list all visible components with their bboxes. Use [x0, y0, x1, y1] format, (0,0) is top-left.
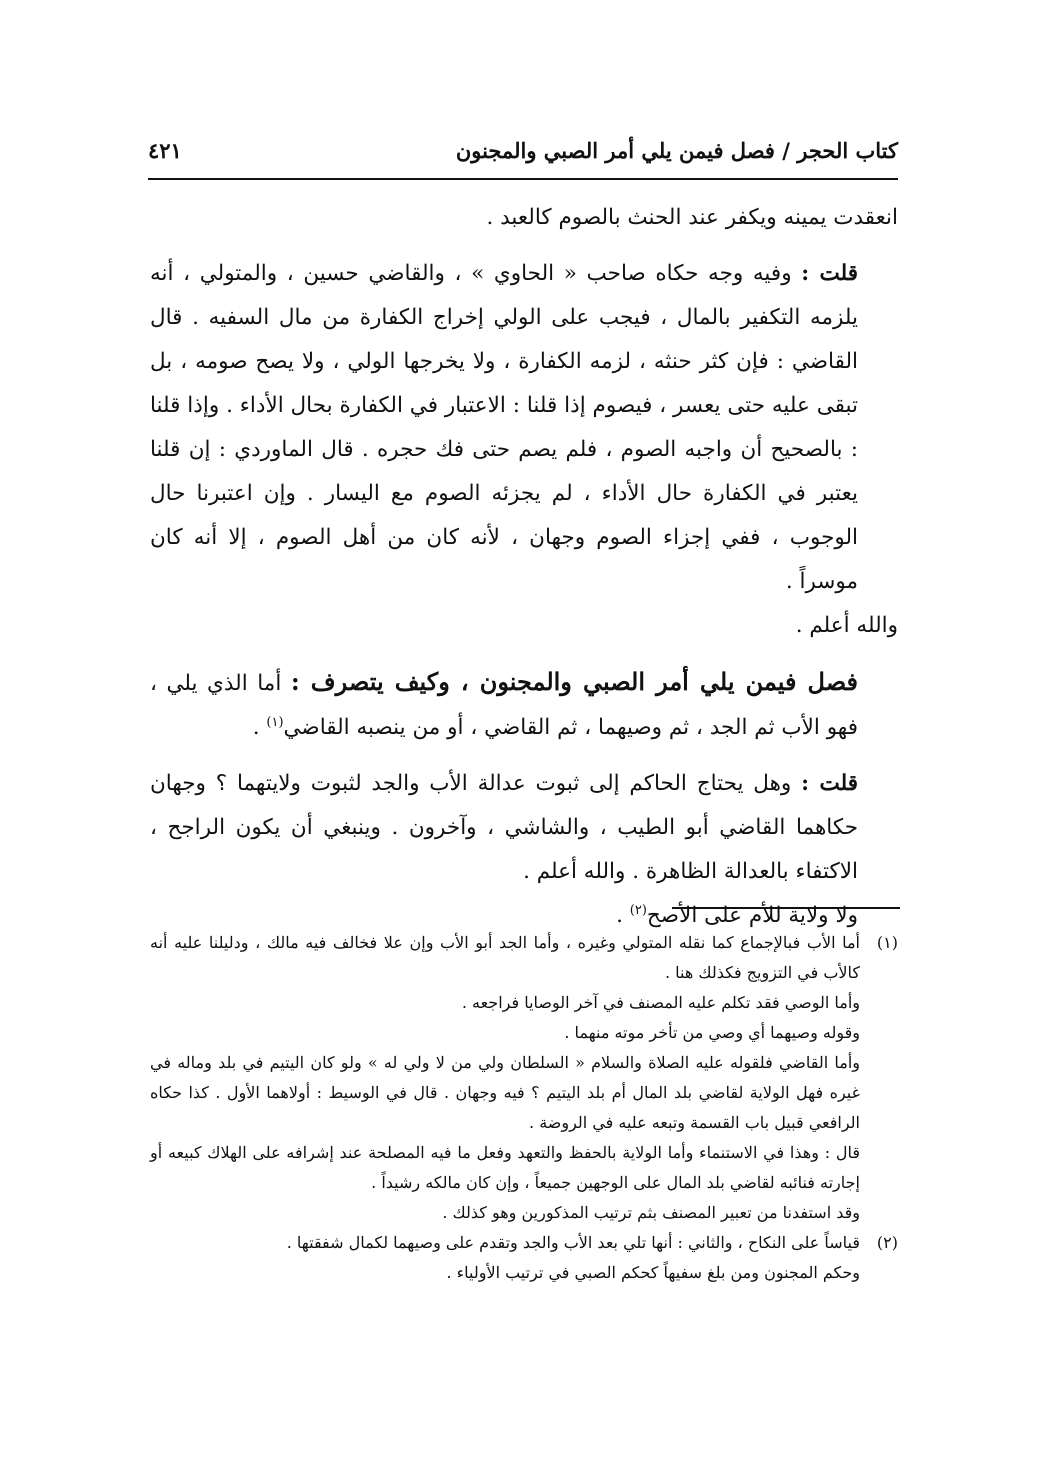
- paragraph-2-end: [150, 604, 898, 648]
- footnote-1-line: وأما القاضي فلقوله عليه الصلاة والسلام « السلطان ولي من لا ولي له » ولو كان اليتيم في بلد وماله في غيره فهل الولاية لقاضي بلد المال أم بلد اليتيم ؟ فيه وجهان . قال في الوسيط : أولاهما الأول . كذا حكاه الرافعي قبيل باب القسمة وتبعه عليه في الروضة .: [150, 1053, 860, 1132]
- qultu-label: قلت :: [801, 261, 858, 286]
- footnote-2: [150, 1228, 898, 1288]
- section-tail: .: [252, 715, 267, 740]
- footnote-ref-2[interactable]: (٢): [629, 902, 647, 918]
- main-text: [150, 196, 898, 938]
- footnote-1-number: (١): [876, 933, 898, 952]
- footnote-1-line: وقوله وصيهما أي وصي من تأخر موته منهما .: [564, 1023, 860, 1042]
- running-header: [148, 132, 898, 180]
- footnote-2-line: قياساً على النكاح ، والثاني : أنها تلي بعد الأب والجد وتقدم على وصيهما لكمال شفقتها .: [286, 1233, 860, 1252]
- paragraph-3-text: وهل يحتاج الحاكم إلى ثبوت عدالة الأب والجد لثبوت ولايتهما ؟ وجهان حكاهما القاضي أبو الطيب ، والشاشي ، وآخرون . وينبغي أن يكون الراجح ، الاكتفاء بالعدالة الظاهرة . والله أعلم .: [150, 771, 858, 884]
- footnote-2-number: (٢): [876, 1233, 898, 1252]
- footnote-2-line: وحكم المجنون ومن بلغ سفيهاً كحكم الصبي في ترتيب الأولياء .: [446, 1263, 860, 1282]
- footnote-1-line: وقد استفدنا من تعبير المصنف بثم ترتيب المذكورين وهو كذلك .: [442, 1203, 860, 1222]
- footnote-1-line: قال : وهذا في الاستنماء وأما الولاية بالحفظ والتعهد وفعل ما فيه المصلحة عند إشرافه على الهلاك كبيعه أو إجارته فنائبه لقاضي بلد المال على الوجهين جميعاً ، وإن كان مالكه رشيداً .: [150, 1143, 860, 1192]
- footnote-1-line: أما الأب فبالإجماع كما نقله المتولي وغيره ، وأما الجد أبو الأب وإن علا فخالف فيه مالك ، ودليلنا عليه أنه كالأب في التزويج فكذلك هنا .: [150, 933, 860, 982]
- section-heading: فصل فيمن يلي أمر الصبي والمجنون ، وكيف يتصرف :: [290, 667, 858, 696]
- footnote-1-line: وأما الوصي فقد تكلم عليه المصنف في آخر الوصايا فراجعه .: [461, 993, 860, 1012]
- paragraph-1: [150, 196, 898, 240]
- qultu-label-2: قلت :: [801, 771, 858, 796]
- footnote-separator: [672, 907, 900, 909]
- footnote-ref-1[interactable]: (١): [266, 714, 284, 730]
- section-paragraph: [150, 660, 898, 750]
- section-text: أما الذي يلي ، فهو الأب ثم الجد ، ثم وصيهما ، ثم القاضي ، أو من ينصبه القاضي: [150, 671, 858, 740]
- paragraph-2-text: وفيه وجه حكاه صاحب « الحاوي » ، والقاضي حسين ، والمتولي ، أنه يلزمه التكفير بالمال ، فيجب على الولي إخراج الكفارة من مال السفيه . قال القاضي : فإن كثر حنثه ، لزمه الكفارة ، ولا يخرجها الولي ، ولا يصح صومه ، بل تبقى عليه حتى يعسر ، فيصوم إذا قلنا : الاعتبار في الكفارة بحال الأداء . وإذا قلنا : بالصحيح أن واجبه الصوم ، فلم يصم حتى فك حجره . قال الماوردي : إن قلنا يعتبر في الكفارة حال الأداء ، لم يجزئه الصوم مع اليسار . وإن اعتبرنا حال الوجوب ، ففي إجزاء الصوم وجهان ، لأنه كان من أهل الصوم ، إلا أنه كان موسراً .: [150, 261, 858, 594]
- paragraph-3: [150, 762, 898, 894]
- header-title: كتاب الحجر / فصل فيمن يلي أمر الصبي والمجنون: [455, 138, 898, 163]
- footnote-1: [150, 928, 898, 1228]
- paragraph-2: [150, 252, 898, 604]
- paragraph-2-closing: والله أعلم .: [795, 613, 898, 638]
- page-number: ٤٢١: [148, 138, 182, 163]
- paragraph-1-text: انعقدت يمينه ويكفر عند الحنث بالصوم كالعبد .: [486, 205, 898, 230]
- paragraph-4-tail: .: [616, 903, 630, 928]
- footnotes: [150, 928, 898, 1288]
- paragraph-4-text: ولا ولاية للأم على الأصح: [646, 903, 858, 928]
